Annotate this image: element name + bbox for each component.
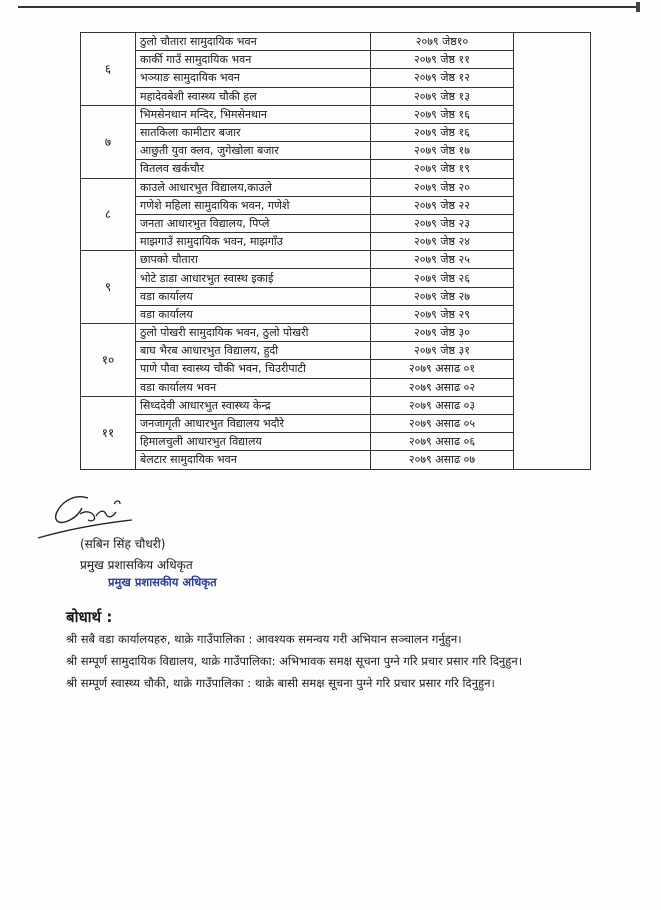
date-cell: २०७९ असाढ ०३ [371,396,514,414]
venue-cell: बाघ भैरब आधारभुत विद्यालय, हुदी [136,342,371,360]
venue-cell: ठुलो चौतारा सामुदायिक भवन [136,33,371,51]
venue-cell: छापको चौतारा [136,251,371,269]
date-cell: २०७९ जेष्ठ १३ [371,87,514,105]
handwritten-signature [36,490,146,540]
signatory-title: प्रमुख प्रशासकिय अधिकृत [80,558,193,572]
official-stamp: प्रमुख प्रशासकीय अधिकृत [108,575,217,589]
ward-number-cell: १० [81,324,136,397]
signatory-name: (सबिन सिंह चौधरी) [80,537,166,551]
date-cell: २०७९ जेष्ठ १७ [371,142,514,160]
schedule-table-body [81,33,591,470]
date-cell: २०७९ असाढ ०७ [371,451,514,469]
venue-cell: गणेशे महिला सामुदायिक भवन, गणेशे [136,196,371,214]
venue-cell: जनजागृती आधारभुत विद्यालय भदौरे [136,414,371,432]
venue-cell: सातकिला कामीटार बजार [136,123,371,141]
date-cell: २०७९ जेष्ठ २६ [371,269,514,287]
date-cell: २०७९ जेष्ठ १६ [371,105,514,123]
date-cell: २०७९ जेष्ठ २९ [371,305,514,323]
date-cell: २०७९ जेष्ठ २० [371,178,514,196]
cc-heading: बोधार्थ : [66,608,113,626]
cc-line-schools: श्री सम्पूर्ण सामुदायिक विद्यालय, थाक्रे गाउँपालिका: अभिभावक समक्ष सूचना पुग्ने गरि प्रचार प्रसार गरि दिनुहुन। [66,654,523,668]
venue-cell: भञ्याङ सामुदायिक भवन [136,69,371,87]
date-cell: २०७९ असाढ ०१ [371,360,514,378]
venue-cell: हिमालचुली आधारभुत विद्यालय [136,433,371,451]
venue-cell: वडा कार्यालय भवन [136,378,371,396]
venue-cell: भिमसेनथान मन्दिर, भिमसेनथान [136,105,371,123]
venue-cell: भोटे डाडा आधारभुत स्वास्थ इकाई [136,269,371,287]
ward-number-cell: ९ [81,251,136,324]
cc-line-health-posts: श्री सम्पूर्ण स्वास्थ्य चौकी, थाक्रे गाउँपालिका : थाक्रे बासी समक्ष सूचना पुग्ने गरि प्रचार प्रसार गरि दिनुहुन। [66,676,495,690]
date-cell: २०७९ जेष्ठ १२ [371,69,514,87]
date-cell: २०७९ जेष्ठ २२ [371,196,514,214]
date-cell: २०७९ असाढ ०२ [371,378,514,396]
date-cell: २०७९ जेष्ठ १६ [371,123,514,141]
date-cell: २०७९ जेष्ठ २३ [371,214,514,232]
date-cell: २०७९ जेष्ठ ३१ [371,342,514,360]
date-cell: २०७९ जेष्ठ ११ [371,51,514,69]
venue-cell: वडा कार्यालय [136,305,371,323]
date-cell: २०७९ असाढ ०५ [371,414,514,432]
cc-line-wards: श्री सबै वडा कार्यालयहरु, थाक्रे गाउँपालिका : आवश्यक समन्वय गरी अभियान सञ्चालन गर्नुहुन। [66,632,462,646]
venue-cell: वितलव खर्कचौर [136,160,371,178]
venue-cell: महादेवबेशी स्वास्थ्य चौकी हल [136,87,371,105]
venue-cell: वडा कार्यालय [136,287,371,305]
ward-number-cell: ७ [81,105,136,178]
remarks-column [514,33,591,470]
date-cell: २०७९ जेष्ठ १९ [371,160,514,178]
date-cell: २०७९ असाढ ०६ [371,433,514,451]
date-cell: २०७९ जेष्ठ २७ [371,287,514,305]
venue-cell: कार्की गाउँ सामुदायिक भवन [136,51,371,69]
date-cell: २०७९ जेष्ठ ३० [371,324,514,342]
ward-number-cell: ६ [81,33,136,106]
date-cell: २०७९ जेष्ठ१० [371,33,514,51]
venue-cell: आछुती युवा क्लव, जुगेखोला बजार [136,142,371,160]
venue-cell: ठुलो पोखरी सामुदायिक भवन, ठुलो पोखरी [136,324,371,342]
schedule-row [81,33,591,51]
venue-cell: बेलटार सामुदायिक भवन [136,451,371,469]
venue-cell: सिध्ददेवी आधारभुत स्वास्थ्य केन्द्र [136,396,371,414]
venue-cell: माझगाउँ सामुदायिक भवन, माझगाँउ [136,233,371,251]
page-top-rule-end [636,2,640,12]
date-cell: २०७९ जेष्ठ २४ [371,233,514,251]
campaign-schedule-table [80,32,591,470]
ward-number-cell: ११ [81,396,136,469]
date-cell: २०७९ जेष्ठ २५ [371,251,514,269]
ward-number-cell: ८ [81,178,136,251]
page-top-rule [18,6,636,8]
venue-cell: काउले आधारभुत विद्यालय,काउले [136,178,371,196]
venue-cell: पाणे पौवा स्वास्थ्य चौकी भवन, चिउरीपाटी [136,360,371,378]
venue-cell: जनता आधारभुत विद्यालय, पिप्ले [136,214,371,232]
